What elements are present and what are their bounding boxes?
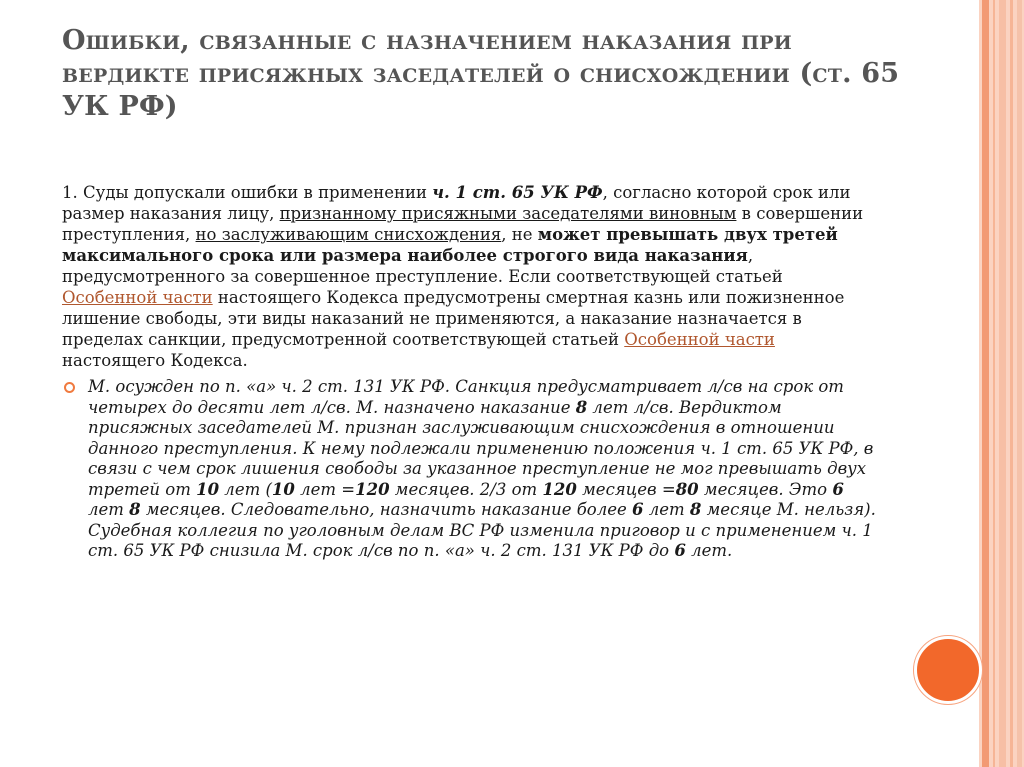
number: 80 xyxy=(675,479,699,499)
stripe xyxy=(993,0,995,767)
text-run: месяцев. Следовательно, назначить наказание более xyxy=(140,500,632,519)
slide-title: Ошибки, связанные с назначением наказания при вердикте присяжных заседателей о снисхождении (ст. 65 УК РФ) xyxy=(62,25,900,122)
number: 8 xyxy=(689,500,702,519)
number: 120 xyxy=(542,479,577,499)
decorative-stripes xyxy=(979,0,1024,767)
text-run: лет. xyxy=(685,541,733,560)
text-run: , согласно которой срок или размер наказания лицу, xyxy=(62,183,851,223)
number: 6 xyxy=(674,541,686,560)
stripe xyxy=(1010,0,1013,767)
special-part-link[interactable]: Особенной части xyxy=(62,288,213,307)
stripe xyxy=(999,0,1006,767)
text-run: лет xyxy=(643,500,690,519)
text-run: месяцев. Это xyxy=(698,479,833,499)
orange-circle-decoration xyxy=(914,636,982,704)
text-run: настоящего Кодекса предусмотрены смертная казнь или пожизненное лишение свободы, эти виды наказаний не применяются, а наказание назначается в пределах санкции, предусмотренной соответствующей статьей xyxy=(62,288,845,349)
number: 8 xyxy=(575,397,588,417)
bold-phrase: может превышать двух третей максимального срока или размера наиболее строгого вида наказания xyxy=(62,225,838,265)
number: 6 xyxy=(632,500,644,519)
stripe xyxy=(982,0,989,767)
number: 6 xyxy=(832,479,844,499)
text-run: месяце М. нельзя). Судебная коллегия по уголовным делам ВС РФ изменила приговор и с применением ч. 1 ст. 65 УК РФ снизила М. срок л/св по п. «а» ч. 2 ст. 131 УК РФ до xyxy=(88,500,876,560)
number: 10 xyxy=(271,479,295,499)
text-run: , не xyxy=(501,225,538,244)
main-paragraph xyxy=(62,182,882,371)
number: 8 xyxy=(129,500,141,519)
example-text xyxy=(88,377,882,562)
underlined-phrase: но заслуживающим снисхождения xyxy=(195,225,502,244)
number: 10 xyxy=(196,479,220,499)
number: 120 xyxy=(355,479,390,499)
underlined-phrase: признанному присяжными заседателями виновным xyxy=(279,204,737,223)
text-run: 1. Суды допускали ошибки в применении xyxy=(62,183,433,202)
text-run: настоящего Кодекса. xyxy=(62,351,248,370)
text-run: , предусмотренного за совершенное преступление. Если соответствующей статьей xyxy=(62,246,783,286)
special-part-link[interactable]: Особенной части xyxy=(624,330,775,349)
text-run: в совершении преступления, xyxy=(62,204,864,244)
text-run: М. осужден по п. «а» ч. 2 ст. 131 УК РФ. Санкция предусматривает л/св на срок от четырех до десяти лет л/св. М. назначено наказание xyxy=(88,377,844,417)
example-bullet xyxy=(62,377,882,562)
article-reference: ч. 1 ст. 65 УК РФ xyxy=(432,183,603,202)
text-run: месяцев = xyxy=(576,479,676,499)
text-run: лет л/св. Вердиктом присяжных заседателей М. признан заслуживающим снисхождения в отношении данного преступления. К нему подлежали применению положения ч. 1 ст. 65 УК РФ, в связи с чем срок лишения свободы за указанное преступление не мог превышать двух третей от xyxy=(88,397,874,499)
text-run: лет ( xyxy=(219,479,272,499)
text-run: лет = xyxy=(294,479,356,499)
text-run: месяцев. 2/3 от xyxy=(389,479,543,499)
text-run: лет xyxy=(88,500,130,519)
slide-body xyxy=(62,182,882,562)
stripe xyxy=(1017,0,1022,767)
ring-bullet-icon xyxy=(64,382,75,393)
